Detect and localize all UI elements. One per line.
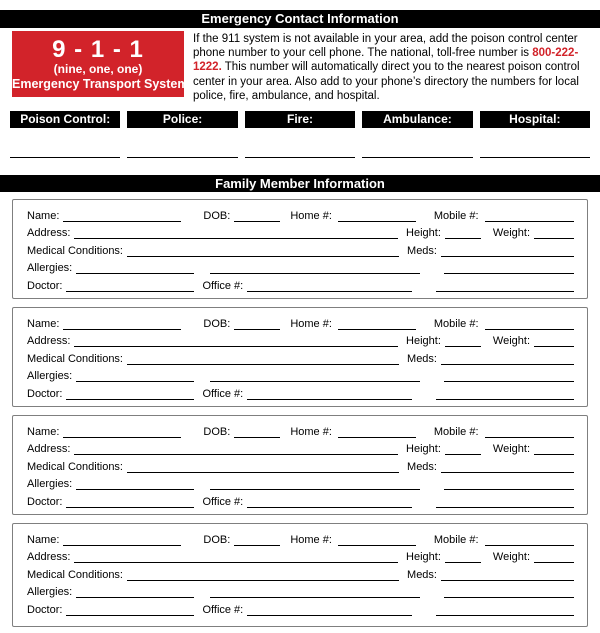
field-label-allergies: Allergies:	[27, 262, 73, 275]
fill-line-weight	[534, 562, 574, 563]
fill-line-meds-continued	[436, 399, 574, 400]
field-label-dob: DOB:	[203, 209, 231, 222]
field-label-home-phone: Home #:	[290, 209, 332, 222]
field-label-mobile-phone: Mobile #:	[433, 533, 479, 546]
contact-fill-line-ambulance	[362, 157, 472, 158]
field-label-height: Height:	[406, 551, 441, 564]
family-member-block	[12, 415, 588, 515]
fill-line-meds-continued	[436, 507, 574, 508]
member-row-medical	[27, 349, 574, 367]
intro-paragraph	[193, 31, 588, 103]
fill-line-mobile-phone	[485, 437, 574, 438]
fill-line-name	[63, 329, 181, 330]
field-label-office-phone: Office #:	[202, 387, 244, 400]
fill-line-meds-continued	[444, 489, 574, 490]
field-label-dob: DOB:	[203, 533, 231, 546]
contact-fill-line-fire	[245, 157, 355, 158]
page-title: Emergency Contact Information	[201, 11, 399, 26]
fill-line-name	[63, 221, 181, 222]
field-label-meds: Meds:	[407, 244, 437, 257]
field-label-dob: DOB:	[203, 317, 231, 330]
field-label-dob: DOB:	[203, 425, 231, 438]
member-row-medical	[27, 457, 574, 475]
field-label-height: Height:	[406, 335, 441, 348]
fill-line-height	[445, 238, 481, 239]
fill-line-home-phone	[338, 437, 416, 438]
contact-fill-line-poison-control	[10, 157, 120, 158]
fill-line-meds-continued	[444, 381, 574, 382]
fill-line-address	[74, 454, 398, 455]
fill-line-address	[74, 346, 398, 347]
fill-line-mobile-phone	[485, 329, 574, 330]
header-bar	[0, 10, 600, 28]
member-row-name	[27, 422, 574, 440]
fill-line-mobile-phone	[485, 545, 574, 546]
fill-line-weight	[534, 454, 574, 455]
fill-line-meds	[441, 256, 574, 257]
family-member-blocks	[0, 199, 600, 627]
field-label-doctor: Doctor:	[27, 603, 63, 616]
field-label-meds: Meds:	[407, 568, 437, 581]
fill-line-mobile-phone	[485, 221, 574, 222]
fill-line-weight	[534, 238, 574, 239]
member-row-name	[27, 314, 574, 332]
field-label-home-phone: Home #:	[290, 533, 332, 546]
intro-text-before: If the 911 system is not available in your area, add the poison control center phone number to your cell phone. The national, toll-free number is	[193, 33, 578, 60]
fill-line-medical-conditions	[127, 580, 399, 581]
emergency-911-box	[12, 31, 189, 97]
field-label-meds: Meds:	[407, 460, 437, 473]
family-info-title: Family Member Information	[215, 176, 385, 192]
field-label-address: Address:	[27, 227, 71, 240]
fill-line-meds	[441, 364, 574, 365]
field-label-doctor: Doctor:	[27, 387, 63, 400]
field-label-name: Name:	[27, 209, 60, 222]
emergency-contact-form	[0, 10, 600, 633]
fill-line-dob	[234, 221, 280, 222]
field-label-address: Address:	[27, 443, 71, 456]
field-label-weight: Weight:	[492, 335, 530, 348]
contact-label-bars	[10, 111, 590, 128]
member-row-address	[27, 332, 574, 350]
fill-line-dob	[234, 437, 280, 438]
fill-line-allergies-continued	[210, 597, 420, 598]
field-label-home-phone: Home #:	[290, 317, 332, 330]
emergency-number-pronunciation: (nine, one, one)	[53, 61, 143, 76]
fill-line-doctor	[66, 507, 194, 508]
member-row-address	[27, 548, 574, 566]
fill-line-height	[445, 562, 481, 563]
poison-phone-number: 800-222-1222.	[193, 47, 579, 74]
field-label-office-phone: Office #:	[202, 279, 244, 292]
fill-line-office-phone	[247, 291, 412, 292]
field-label-allergies: Allergies:	[27, 478, 73, 491]
fill-line-meds-continued	[436, 291, 574, 292]
contact-label-ambulance: Ambulance:	[362, 111, 472, 128]
member-row-allergies	[27, 367, 574, 385]
field-label-medical-conditions: Medical Conditions:	[27, 568, 123, 581]
member-row-doctor	[27, 492, 574, 510]
family-member-block	[12, 523, 588, 627]
family-member-block	[12, 199, 588, 299]
fill-line-meds	[441, 472, 574, 473]
field-label-office-phone: Office #:	[202, 603, 244, 616]
member-row-address	[27, 224, 574, 242]
member-row-allergies	[27, 259, 574, 277]
fill-line-allergies	[76, 597, 194, 598]
contact-fill-line-hospital	[480, 157, 590, 158]
field-label-mobile-phone: Mobile #:	[433, 425, 479, 438]
fill-line-meds-continued	[436, 615, 574, 616]
field-label-name: Name:	[27, 425, 60, 438]
fill-line-office-phone	[247, 399, 412, 400]
fill-line-dob	[234, 329, 280, 330]
field-label-doctor: Doctor:	[27, 495, 63, 508]
emergency-number: 9 - 1 - 1	[52, 35, 144, 63]
member-row-doctor	[27, 600, 574, 618]
intro-text-after: This number will automatically direct you to the nearest poison control center in your area. Also add to your phone’s directory the numbers for local police, fire, ambulance, and hospital.	[193, 61, 580, 102]
fill-line-medical-conditions	[127, 256, 399, 257]
fill-line-name	[63, 437, 181, 438]
fill-line-home-phone	[338, 221, 416, 222]
field-label-weight: Weight:	[492, 227, 530, 240]
field-label-allergies: Allergies:	[27, 586, 73, 599]
fill-line-doctor	[66, 291, 194, 292]
fill-line-home-phone	[338, 545, 416, 546]
field-label-name: Name:	[27, 317, 60, 330]
field-label-medical-conditions: Medical Conditions:	[27, 460, 123, 473]
field-label-meds: Meds:	[407, 352, 437, 365]
field-label-mobile-phone: Mobile #:	[433, 317, 479, 330]
field-label-height: Height:	[406, 443, 441, 456]
member-row-allergies	[27, 583, 574, 601]
member-row-allergies	[27, 475, 574, 493]
fill-line-office-phone	[247, 507, 412, 508]
fill-line-doctor	[66, 615, 194, 616]
fill-line-allergies-continued	[210, 381, 420, 382]
fill-line-name	[63, 545, 181, 546]
fill-line-allergies-continued	[210, 273, 420, 274]
fill-line-allergies	[76, 273, 194, 274]
contact-fill-line-police	[127, 157, 237, 158]
fill-line-meds-continued	[444, 273, 574, 274]
contact-label-poison-control: Poison Control:	[10, 111, 120, 128]
field-label-address: Address:	[27, 335, 71, 348]
contact-label-police: Police:	[127, 111, 237, 128]
contact-label-hospital: Hospital:	[480, 111, 590, 128]
field-label-mobile-phone: Mobile #:	[433, 209, 479, 222]
field-label-name: Name:	[27, 533, 60, 546]
fill-line-address	[74, 238, 398, 239]
member-row-name	[27, 530, 574, 548]
field-label-address: Address:	[27, 551, 71, 564]
fill-line-medical-conditions	[127, 364, 399, 365]
contact-label-fire: Fire:	[245, 111, 355, 128]
member-row-doctor	[27, 276, 574, 294]
fill-line-medical-conditions	[127, 472, 399, 473]
fill-line-address	[74, 562, 398, 563]
field-label-home-phone: Home #:	[290, 425, 332, 438]
field-label-weight: Weight:	[492, 551, 530, 564]
field-label-doctor: Doctor:	[27, 279, 63, 292]
member-row-medical	[27, 565, 574, 583]
fill-line-dob	[234, 545, 280, 546]
family-info-bar	[0, 175, 600, 192]
contact-fill-lines	[10, 157, 590, 158]
fill-line-height	[445, 454, 481, 455]
emergency-transport-label: Emergency Transport System	[12, 76, 189, 91]
member-row-doctor	[27, 384, 574, 402]
fill-line-allergies	[76, 489, 194, 490]
fill-line-doctor	[66, 399, 194, 400]
intro-section	[12, 31, 588, 103]
member-row-address	[27, 440, 574, 458]
member-row-name	[27, 206, 574, 224]
fill-line-home-phone	[338, 329, 416, 330]
field-label-weight: Weight:	[492, 443, 530, 456]
fill-line-height	[445, 346, 481, 347]
field-label-medical-conditions: Medical Conditions:	[27, 352, 123, 365]
field-label-height: Height:	[406, 227, 441, 240]
fill-line-allergies-continued	[210, 489, 420, 490]
field-label-medical-conditions: Medical Conditions:	[27, 244, 123, 257]
field-label-office-phone: Office #:	[202, 495, 244, 508]
member-row-medical	[27, 241, 574, 259]
family-member-block	[12, 307, 588, 407]
fill-line-meds-continued	[444, 597, 574, 598]
field-label-allergies: Allergies:	[27, 370, 73, 383]
fill-line-weight	[534, 346, 574, 347]
fill-line-meds	[441, 580, 574, 581]
fill-line-allergies	[76, 381, 194, 382]
fill-line-office-phone	[247, 615, 412, 616]
